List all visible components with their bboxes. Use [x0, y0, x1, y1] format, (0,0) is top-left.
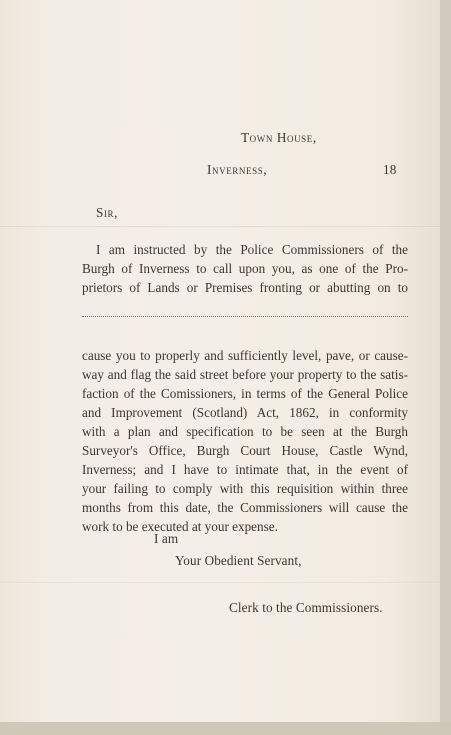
fold-crease-lower [0, 582, 440, 584]
fold-crease-upper [0, 226, 440, 228]
paragraph-instruction [82, 240, 408, 297]
paragraph1-line-1: I am instructed by the Police Commissioners of the [96, 242, 408, 257]
paragraph2-line-6: Surveyor's Office, Burgh Court House, Castle Wynd, [82, 443, 408, 458]
paragraph2-line-9: months from this date, the Commissioners will cause the [82, 500, 408, 515]
paragraph1-line-2: Burgh of Inverness to call upon you, as one of the Pro- [82, 261, 408, 276]
page-edge-bottom [0, 722, 451, 735]
paragraph2-line-5: with a plan and specification to be seen at the Burgh [82, 424, 408, 439]
paragraph2-line-10: work to be executed at your expense. [82, 519, 278, 534]
signature-title: Clerk to the Commissioners. [229, 600, 383, 615]
paragraph2-line-2: way and flag the said street before your property to the satis- [82, 367, 408, 382]
paragraph-requisition [82, 346, 408, 536]
paragraph2-line-7: Inverness; and I have to intimate that, in the event of [82, 462, 408, 477]
address-town-house: Town House, [241, 130, 317, 145]
closing-servant: Your Obedient Servant, [175, 553, 302, 568]
closing-i-am: I am [154, 531, 179, 546]
salutation: Sir, [96, 205, 119, 220]
street-name-blank-line [82, 316, 408, 317]
paragraph2-line-4: and Improvement (Scotland) Act, 1862, in conformity [82, 405, 408, 420]
address-inverness: Inverness, [207, 162, 268, 177]
paragraph2-line-3: faction of the Comissioners, in terms of the General Police [82, 386, 408, 401]
date-year-prefix: 18 [383, 162, 397, 177]
paragraph2-line-8: your failing to comply with this requisition within three [82, 481, 408, 496]
paragraph1-line-3: prietors of Lands or Premises fronting or abutting on to [82, 280, 408, 295]
paragraph2-line-1: cause you to properly and sufficiently level, pave, or cause- [82, 348, 408, 363]
page-edge-right [440, 0, 451, 735]
